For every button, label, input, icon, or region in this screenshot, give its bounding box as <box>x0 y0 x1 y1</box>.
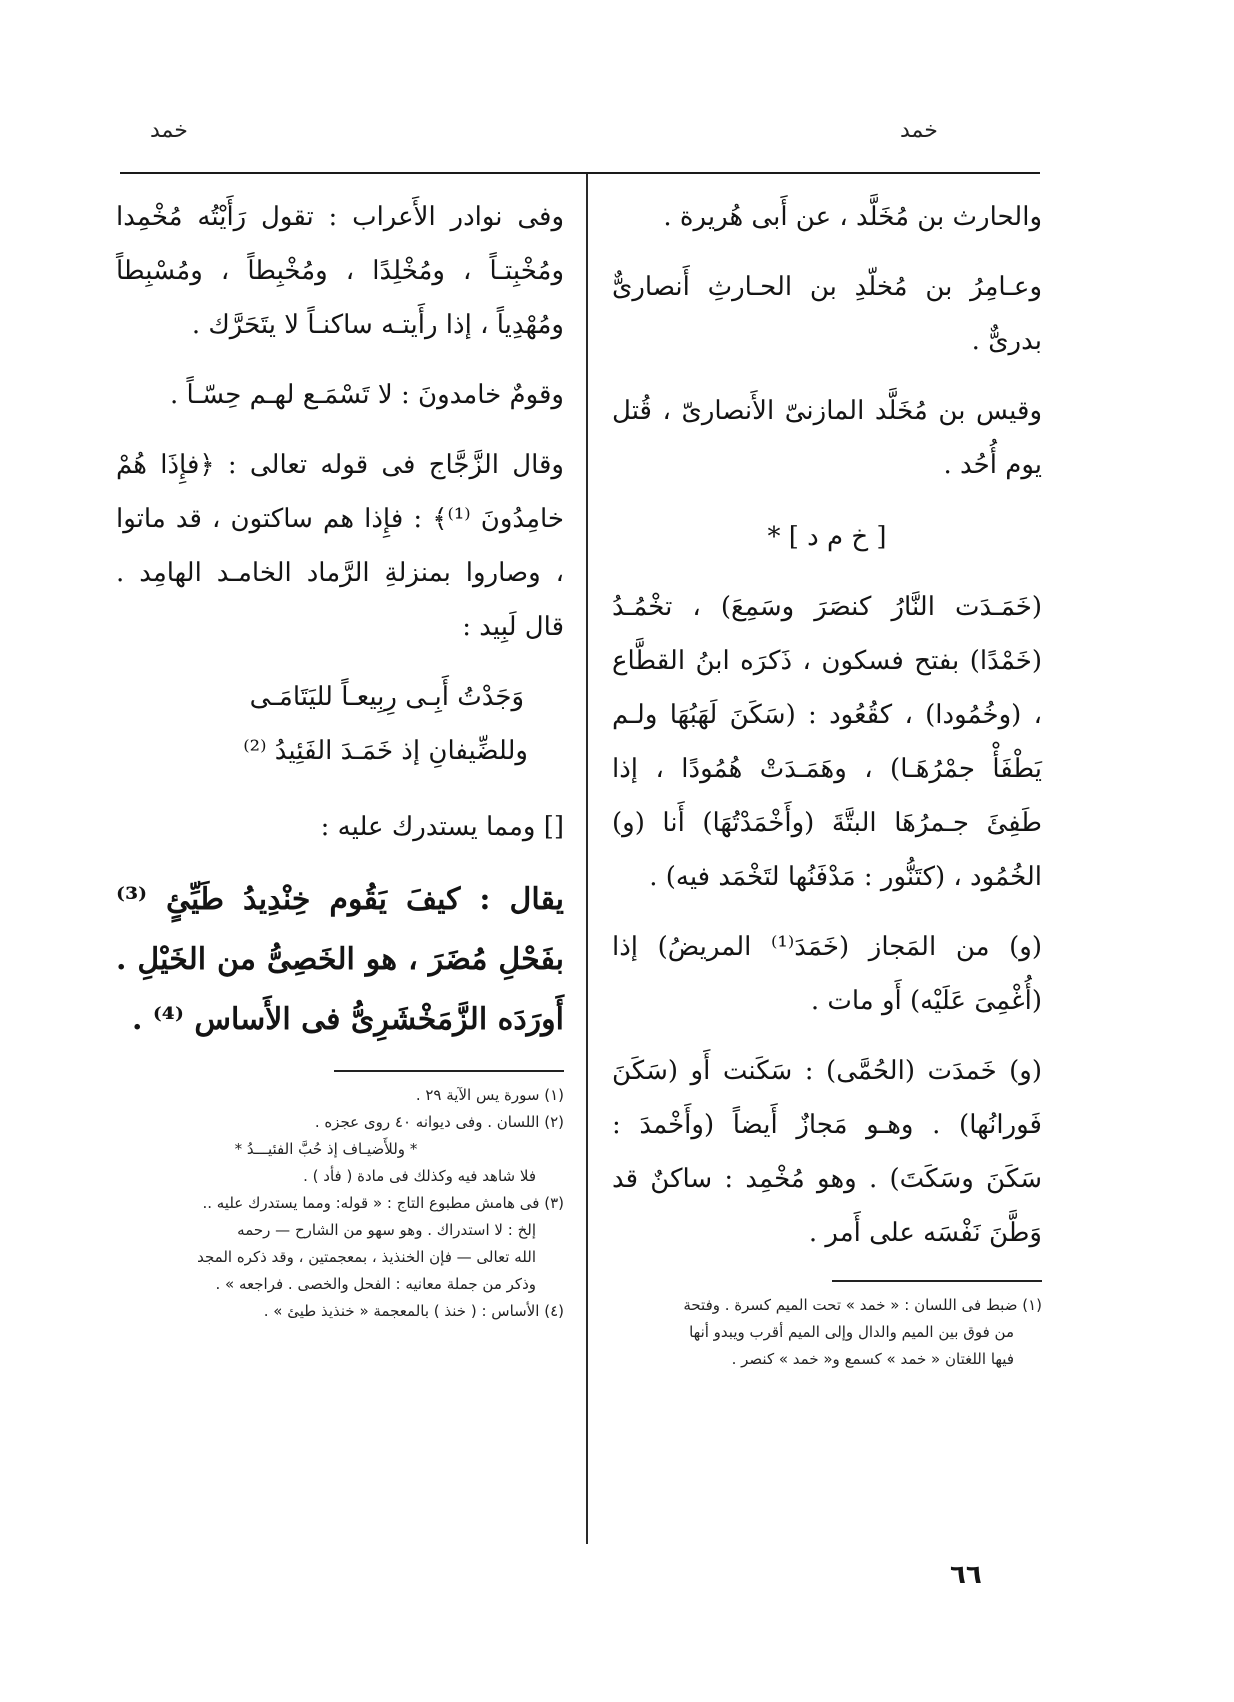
entry-paragraph: (خَمَـدَت النَّارُ كنصَرَ وسَمِعَ) ، تخْمُـدُ (خَمْدًا) بفتح فسكون ، ذَكرَه ابنُ القطَّاع ، (وخُمُودا) ، كقُعُود : (سَكَنَ لَهَبُهَا ولـم يَطْفَأْ جمْرُهَـا) ، وهَمَـدَتْ هُمُودًا ، إذا طَفِئَ جـمرُهَا البتَّةَ (وأَخْمَدْتُهَا) أَنا (و) الخُمُود ، (كتَنُّور : مَدْفَنُها لتَخْمَد فيه) . <box>612 592 1042 892</box>
header-left-word: خمد <box>150 118 188 143</box>
poetry-verse <box>116 670 564 778</box>
footnote-line: من فوق بين الميم والدال وإلى الميم أقرب ويبدو أنها <box>689 1323 1014 1341</box>
entry-paragraph: وقال الزَّجَّاج فى قوله تعالى : ﴿فإِذَا هُمْ خامِدُونَ ⁽¹⁾﴾ : فإِذا هم ساكتون ، قد ماتوا ، وصاروا بمنزلةِ الرَّماد الخامـد الهامِد . قال لَبِيد : <box>116 450 564 642</box>
entry-paragraph: وقومٌ خامدونَ : لا تَسْمَـع لهـم حِسّـاً . <box>170 380 564 410</box>
entry-paragraph: (و) من المَجاز (خَمَدَ⁽¹⁾ المريضُ) إذا (أُغْمِىَ عَلَيْه) أَو مات . <box>612 932 1043 1016</box>
entry-paragraph: وقيس بن مُخَلَّد المازنىّ الأَنصارىّ ، قُتل يوم أُحُد . <box>612 396 1042 480</box>
footnotes <box>116 1082 564 1325</box>
footnote-line: (٣) فى هامش مطبوع التاج : « قوله: ومما يستدرك عليه .. <box>202 1194 564 1212</box>
entry-paragraph: والحارث بن مُخَلَّد ، عن أَبى هُريرة . <box>663 202 1042 232</box>
footnote-line: (١) سورة يس الآية ٢٩ . <box>415 1086 564 1104</box>
verse-line: وَجَدْتُ أَبِـى رِبِيعـاً لليَتَامَـى <box>249 682 524 712</box>
header-rule <box>120 172 1040 174</box>
page-number: ٦٦ <box>950 1560 982 1590</box>
bold-paragraph: يقال : كيفَ يَقُوم خِنْدِيدُ طَيِّئٍ ⁽³⁾ بفَحْلِ مُضَرَ ، هو الخَصِىُّ من الخَيْلِ . أَورَدَه الزَّمَخْشَرِىُّ فى الأَساس ⁽⁴⁾ . <box>116 882 564 1037</box>
entry-paragraph: وفى نوادر الأَعراب : تقول رَأَيْتُه مُخْمِدا ومُخْبِتـاً ، ومُخْلِدًا ، ومُخْبِطاً ، ومُسْبِطاً ومُهْدِياً ، إذا رأَيتـه ساكنـاً لا يتَحَرَّك . <box>116 202 564 340</box>
section-heading: [ خ م د ] * <box>767 522 887 552</box>
header-right-word: خمد <box>900 118 938 143</box>
entry-paragraph: وعـامِرُ بن مُخلّدِ بن الحـارثِ أَنصارىٌّ بدرىٌّ . <box>612 272 1042 356</box>
left-column <box>116 190 564 1325</box>
footnote-line: الله تعالى — فإن الخنذيذ ، بمعجمتين ، وقد ذكره المجد <box>197 1248 536 1266</box>
footnote-line: إلخ : لا استدراك . وهو سهو من الشارح — رحمه <box>237 1221 536 1239</box>
right-column <box>612 190 1042 1373</box>
verse-line: وللضِّيفانِ إذ خَمَـدَ الفَئِيدُ ⁽²⁾ <box>243 736 528 766</box>
footnote-line: فلا شاهد فيه وكذلك فى مادة ( فأد ) . <box>303 1167 536 1185</box>
footnote-line: (١) ضبط فى اللسان : « خمد » تحت الميم كسرة . وفتحة <box>683 1296 1042 1314</box>
footnote-line: وذكر من جملة معانيه : الفحل والخصى . فراجعه » . <box>215 1275 536 1293</box>
footnote-rule <box>832 1280 1042 1282</box>
footnote-line: فيها اللغتان « خمد » كسمع و« خمد » كنصر . <box>731 1350 1014 1368</box>
entry-paragraph: (و) خَمدَت (الحُمَّى) : سَكَنت أَو (سَكَنَ فَورانُها) . وهـو مَجازٌ أَيضاً (وأَخْمدَ : سَكَنَ وسَكَتَ) . وهو مُخْمِد : ساكنٌ قد وَطَّنَ نَفْسَه على أَمر . <box>612 1056 1042 1248</box>
footnotes <box>612 1292 1042 1373</box>
footnote-rule <box>334 1070 564 1072</box>
column-divider <box>586 174 588 1544</box>
footnote-line: * وللأَضيـاف إذ حُبَّ الفئيـــدُ * <box>234 1140 418 1158</box>
footnote-line: (٤) الأساس : ( خنذ ) بالمعجمة « خنذيذ طيئ » . <box>263 1302 564 1320</box>
addendum-heading: [] ومما يستدرك عليه : <box>320 812 564 842</box>
footnote-line: (٢) اللسان . وفى ديوانه ٤٠ روى عجزه . <box>314 1113 564 1131</box>
